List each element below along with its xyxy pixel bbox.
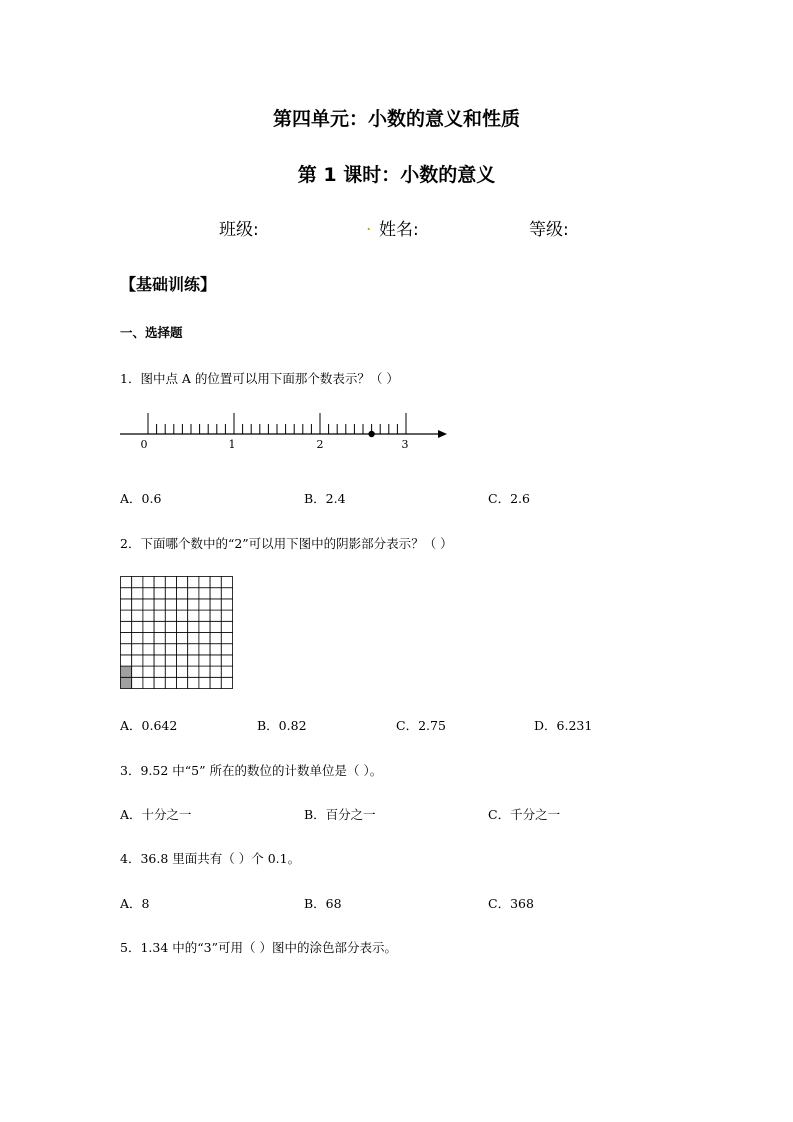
grid-cell bbox=[221, 633, 232, 644]
grade-label: 等级: bbox=[529, 220, 569, 240]
question-1-option-c[interactable]: C．2.6 bbox=[488, 491, 530, 506]
grid-cell bbox=[210, 633, 221, 644]
grid-cell bbox=[143, 677, 154, 688]
grid-cell bbox=[188, 577, 199, 588]
grid-cell bbox=[177, 621, 188, 632]
grid-cell bbox=[210, 610, 221, 621]
lesson-title: 第 1 课时：小数的意义 bbox=[297, 164, 496, 186]
grid-cell bbox=[188, 588, 199, 599]
grid-cell bbox=[165, 577, 176, 588]
grid-cell bbox=[121, 633, 132, 644]
unit-title: 第四单元：小数的意义和性质 bbox=[272, 108, 520, 130]
grid-cell bbox=[188, 610, 199, 621]
question-2-option-c[interactable]: C．2.75 bbox=[396, 718, 446, 733]
grid-cell bbox=[221, 621, 232, 632]
grid-cell bbox=[132, 677, 143, 688]
question-3-option-a[interactable]: A．十分之一 bbox=[120, 807, 192, 822]
grid-cell bbox=[188, 644, 199, 655]
grid-cell bbox=[154, 666, 165, 677]
grid-cell bbox=[221, 655, 232, 666]
grid-cell bbox=[210, 644, 221, 655]
number-line-label-1: 1 bbox=[228, 438, 236, 451]
grid-cell bbox=[143, 610, 154, 621]
number-line-label-3: 3 bbox=[401, 438, 409, 451]
grid-cell bbox=[165, 599, 176, 610]
grid-cell bbox=[165, 621, 176, 632]
grid-cell bbox=[132, 655, 143, 666]
grid-cell bbox=[188, 677, 199, 688]
grid-cell bbox=[143, 588, 154, 599]
section-subheading: 一、选择题 bbox=[120, 325, 183, 340]
grid-cell-shaded bbox=[121, 677, 132, 688]
grid-cell bbox=[177, 588, 188, 599]
question-2-text: 2．下面哪个数中的“2”可以用下图中的阴影部分表示？（ ） bbox=[120, 536, 453, 551]
grid-cell bbox=[199, 621, 210, 632]
grid-cell bbox=[221, 588, 232, 599]
grid-cell bbox=[121, 588, 132, 599]
number-line-label-0: 0 bbox=[140, 438, 148, 451]
question-4-option-c[interactable]: C．368 bbox=[488, 896, 534, 911]
grid-cell bbox=[165, 677, 176, 688]
grid-cell bbox=[132, 610, 143, 621]
grid-cell bbox=[154, 677, 165, 688]
grid-cell bbox=[143, 633, 154, 644]
question-4-option-b[interactable]: B．68 bbox=[304, 896, 342, 911]
grid-cell bbox=[132, 621, 143, 632]
grid-cell bbox=[210, 677, 221, 688]
grid-cell bbox=[132, 644, 143, 655]
question-2-option-d[interactable]: D．6.231 bbox=[534, 718, 593, 733]
grid-cell bbox=[165, 666, 176, 677]
grid-cell bbox=[188, 655, 199, 666]
grid-cell bbox=[221, 644, 232, 655]
grid-cell bbox=[199, 666, 210, 677]
grid-cell bbox=[132, 577, 143, 588]
class-label: 班级: bbox=[219, 220, 259, 240]
grid-cell bbox=[177, 577, 188, 588]
grid-cell bbox=[199, 588, 210, 599]
grid-cell bbox=[221, 677, 232, 688]
question-2-option-a[interactable]: A．0.642 bbox=[120, 718, 178, 733]
hundred-grid-figure bbox=[120, 576, 234, 690]
grid-cell bbox=[199, 677, 210, 688]
grid-cell bbox=[177, 655, 188, 666]
grid-cell bbox=[188, 633, 199, 644]
separator-dot: . bbox=[366, 215, 372, 235]
grid-cell bbox=[132, 633, 143, 644]
grid-cell bbox=[210, 588, 221, 599]
number-line-arrow bbox=[438, 430, 447, 438]
grid-cell bbox=[177, 666, 188, 677]
number-line-label-2: 2 bbox=[316, 438, 324, 451]
hundred-grid bbox=[121, 577, 233, 689]
grid-cell bbox=[210, 577, 221, 588]
grid-cell bbox=[121, 644, 132, 655]
point-a-marker bbox=[368, 431, 374, 437]
grid-cell bbox=[121, 610, 132, 621]
grid-cell bbox=[188, 621, 199, 632]
grid-cell bbox=[143, 666, 154, 677]
question-1-option-b[interactable]: B．2.4 bbox=[304, 491, 346, 506]
grid-cell bbox=[154, 588, 165, 599]
grid-cell bbox=[177, 599, 188, 610]
grid-cell bbox=[177, 633, 188, 644]
grid-cell bbox=[121, 655, 132, 666]
grid-cell-shaded bbox=[121, 666, 132, 677]
grid-cell bbox=[177, 644, 188, 655]
grid-cell bbox=[165, 655, 176, 666]
grid-cell bbox=[221, 599, 232, 610]
grid-cell bbox=[210, 666, 221, 677]
grid-cell bbox=[132, 588, 143, 599]
grid-cell bbox=[154, 599, 165, 610]
grid-cell bbox=[199, 633, 210, 644]
grid-cell bbox=[154, 644, 165, 655]
question-2-option-b[interactable]: B．0.82 bbox=[257, 718, 307, 733]
question-4-text: 4．36.8 里面共有（ ）个 0.1。 bbox=[120, 851, 301, 866]
grid-cell bbox=[165, 644, 176, 655]
grid-cell bbox=[132, 666, 143, 677]
grid-cell bbox=[154, 577, 165, 588]
grid-cell bbox=[165, 633, 176, 644]
grid-cell bbox=[143, 621, 154, 632]
grid-cell bbox=[199, 610, 210, 621]
grid-cell bbox=[199, 644, 210, 655]
grid-cell bbox=[188, 666, 199, 677]
grid-cell bbox=[177, 610, 188, 621]
question-3-option-b[interactable]: B．百分之一 bbox=[304, 807, 376, 822]
grid-cell bbox=[143, 577, 154, 588]
grid-cell bbox=[210, 599, 221, 610]
grid-cell bbox=[199, 599, 210, 610]
name-label: 姓名: bbox=[379, 220, 419, 240]
grid-cell bbox=[199, 577, 210, 588]
grid-cell bbox=[188, 599, 199, 610]
grid-cell bbox=[154, 610, 165, 621]
grid-cell bbox=[221, 577, 232, 588]
grid-cell bbox=[132, 599, 143, 610]
question-3-option-c[interactable]: C．千分之一 bbox=[488, 807, 561, 822]
grid-cell bbox=[221, 666, 232, 677]
grid-cell bbox=[154, 655, 165, 666]
grid-cell bbox=[210, 621, 221, 632]
number-line-figure bbox=[115, 405, 460, 455]
section-heading: 【基础训练】 bbox=[120, 275, 217, 294]
question-3-text: 3．9.52 中“5” 所在的数位的计数单位是（ ）。 bbox=[120, 763, 383, 778]
grid-cell bbox=[221, 610, 232, 621]
number-line-ticks bbox=[148, 413, 406, 434]
grid-cell bbox=[143, 599, 154, 610]
grid-cell bbox=[154, 633, 165, 644]
grid-cell bbox=[210, 655, 221, 666]
question-5-text: 5．1.34 中的“3”可用（ ）图中的涂色部分表示。 bbox=[120, 940, 397, 955]
grid-cell bbox=[154, 621, 165, 632]
grid-cell bbox=[143, 655, 154, 666]
question-4-option-a[interactable]: A．8 bbox=[120, 896, 150, 911]
grid-cell bbox=[121, 599, 132, 610]
grid-cell bbox=[143, 644, 154, 655]
grid-cell bbox=[165, 588, 176, 599]
grid-cell bbox=[121, 621, 132, 632]
question-1-text: 1．图中点 A 的位置可以用下面那个数表示？（ ） bbox=[120, 371, 399, 386]
grid-cell bbox=[121, 577, 132, 588]
grid-cell bbox=[177, 677, 188, 688]
grid-cell bbox=[165, 610, 176, 621]
question-1-option-a[interactable]: A．0.6 bbox=[120, 491, 162, 506]
grid-cell bbox=[199, 655, 210, 666]
